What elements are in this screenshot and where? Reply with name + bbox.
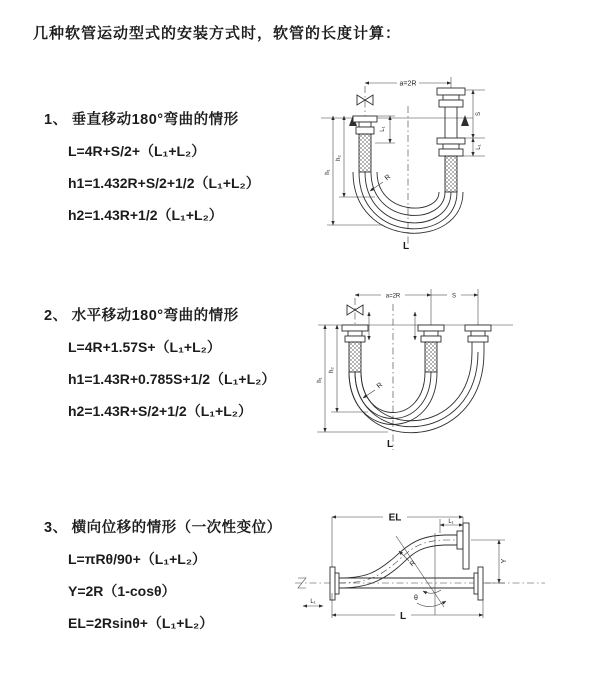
right-flange-fitting bbox=[465, 325, 491, 352]
dim-label-a2r: a=2R bbox=[385, 293, 401, 300]
dim-label-h1: h₁ bbox=[317, 377, 323, 383]
left-flange-fitting bbox=[330, 567, 339, 600]
right-flange-fitting-upper bbox=[437, 88, 465, 138]
right-flange-fitting-lower bbox=[437, 138, 465, 192]
dimension-a-2r bbox=[355, 289, 478, 325]
dim-label-s: S bbox=[451, 293, 457, 300]
dimension-a-2r bbox=[365, 77, 451, 88]
formula-h2: h2=1.43R+S/2+1/2（L₁+L₂） bbox=[68, 403, 252, 419]
dimension-s bbox=[465, 90, 485, 138]
dim-label-a2r: a=2R bbox=[399, 80, 417, 88]
hose-s-curve bbox=[339, 535, 457, 588]
dim-label-s: S bbox=[476, 111, 482, 117]
diagram-lateral-displacement bbox=[295, 503, 600, 655]
hose-u-bend-curves bbox=[349, 352, 484, 433]
dim-label-l1-left: L₁ bbox=[310, 599, 316, 605]
section-1-heading bbox=[44, 108, 260, 129]
formula-length: L=4R+S/2+（L₁+L₂） bbox=[68, 143, 206, 159]
dim-label-h2: h₂ bbox=[336, 155, 342, 161]
formula-el: EL=2Rsinθ+（L₁+L₂） bbox=[68, 615, 214, 631]
middle-flange-fitting bbox=[418, 325, 444, 372]
braided-hose-section bbox=[359, 134, 371, 172]
dim-label-l1-right: L₁ bbox=[476, 144, 482, 150]
section-lateral-displacement bbox=[44, 516, 282, 645]
radius-label: R bbox=[375, 381, 385, 391]
right-flange-fitting bbox=[474, 567, 483, 600]
angle-label: θ bbox=[414, 595, 418, 602]
dimension-l1-left bbox=[375, 116, 395, 143]
dim-label-l1-top: L₁ bbox=[448, 519, 454, 525]
dimension-l bbox=[332, 593, 483, 622]
radius-label: R bbox=[383, 173, 393, 183]
dim-label-h2: h₂ bbox=[329, 367, 335, 373]
radius-label: R bbox=[408, 559, 418, 569]
dimension-el bbox=[332, 513, 463, 568]
section-1-number: 1、 bbox=[44, 112, 68, 128]
formula-h1: h1=1.43R+0.785S+1/2（L₁+L₂） bbox=[68, 371, 276, 387]
left-flange-fitting bbox=[353, 116, 377, 172]
formula-y: Y=2R（1-cosθ） bbox=[68, 583, 176, 599]
dim-label-el: EL bbox=[388, 512, 402, 524]
section-2-number: 2、 bbox=[44, 308, 68, 324]
section-1-title: 垂直移动180°弯曲的情形 bbox=[71, 112, 239, 128]
dim-label-l1-left: L₁ bbox=[380, 126, 386, 132]
page-title: 几种软管运动型式的安装方式时，软管的长度计算： bbox=[33, 25, 402, 42]
section-3-heading bbox=[44, 516, 282, 537]
dimension-s bbox=[431, 294, 478, 300]
section-horizontal-movement bbox=[44, 304, 275, 433]
dim-label-h1: h₁ bbox=[325, 169, 331, 175]
section-2-title: 水平移动180°弯曲的情形 bbox=[71, 308, 239, 324]
formula-length: L=πRθ/90+（L₁+L₂） bbox=[68, 551, 207, 567]
formula-h1: h1=1.432R+S/2+1/2（L₁+L₂） bbox=[68, 175, 260, 191]
dim-label-y: Y bbox=[501, 558, 508, 564]
section-3-number: 3、 bbox=[44, 520, 68, 536]
braided-hose-section bbox=[349, 342, 361, 372]
length-label: L bbox=[403, 241, 410, 252]
dimension-l1-left bbox=[303, 599, 323, 606]
displaced-flange-fitting bbox=[457, 523, 469, 569]
formula-h2: h2=1.43R+1/2（L₁+L₂） bbox=[68, 207, 223, 223]
section-2-heading bbox=[44, 304, 275, 325]
radius-callout bbox=[370, 174, 392, 191]
braided-hose-section bbox=[445, 156, 457, 192]
section-3-title: 横向位移的情形（一次性变位） bbox=[71, 520, 282, 536]
formula-length: L=4R+1.57S+（L₁+L₂） bbox=[68, 339, 221, 355]
length-label: L bbox=[399, 611, 407, 622]
diagram-vertical-u-bend bbox=[313, 68, 595, 266]
center-lines bbox=[318, 298, 513, 450]
diagram-horizontal-u-bend bbox=[313, 282, 600, 464]
left-flange-fitting bbox=[342, 325, 368, 372]
section-vertical-movement bbox=[44, 108, 260, 237]
braided-hose-section bbox=[425, 342, 437, 372]
end-length-marks bbox=[369, 312, 415, 340]
length-label: L bbox=[387, 439, 394, 450]
